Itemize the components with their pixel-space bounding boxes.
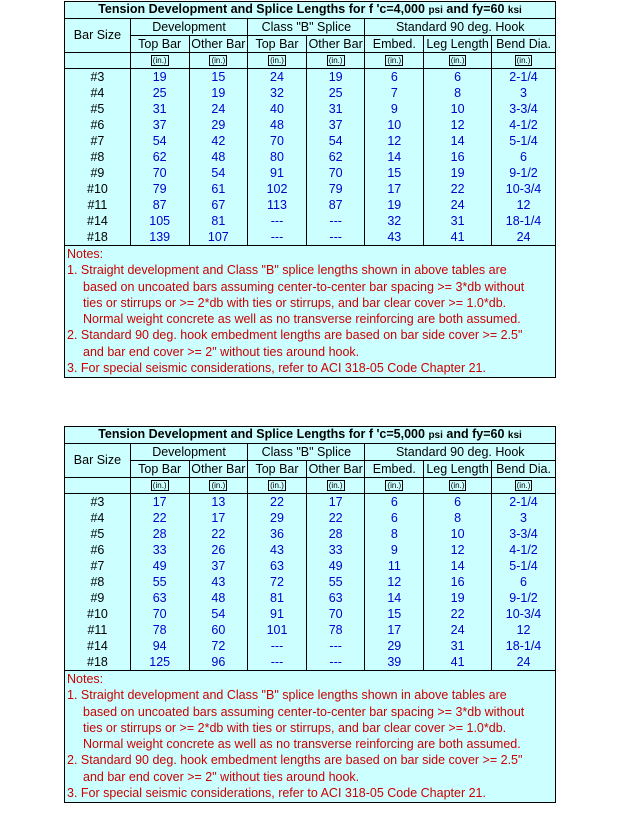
unit-cell: (in.): [248, 53, 307, 69]
value-cell: 9: [365, 101, 424, 117]
value-cell: 70: [130, 606, 189, 622]
bar-size-cell: #11: [65, 622, 131, 638]
value-cell: 5-1/4: [492, 133, 556, 149]
notes-block: [64, 671, 556, 803]
value-cell: 5-1/4: [492, 558, 556, 574]
value-cell: 25: [130, 85, 189, 101]
header-bar-size: Bar Size: [65, 444, 131, 478]
value-cell: 17: [130, 494, 189, 511]
bar-size-cell: #4: [65, 510, 131, 526]
value-cell: 4-1/2: [492, 117, 556, 133]
bar-size-cell: #18: [65, 654, 131, 671]
value-cell: 19: [189, 85, 248, 101]
table-block-4000: [64, 1, 556, 378]
note-1-cont: based on uncoated bars assuming center-to-center bar spacing >= 3*db without: [83, 279, 525, 294]
header-bar-size: Bar Size: [65, 19, 131, 53]
value-cell: 79: [306, 181, 365, 197]
value-cell: 31: [424, 213, 492, 229]
value-cell: 19: [424, 590, 492, 606]
value-cell: 55: [130, 574, 189, 590]
value-cell: 18-1/4: [492, 638, 556, 654]
value-cell: 54: [189, 606, 248, 622]
note-2: 2. Standard 90 deg. hook embedment lengths are based on bar side cover >= 2.5": [67, 753, 523, 768]
value-cell: 15: [365, 165, 424, 181]
value-cell: 48: [189, 149, 248, 165]
value-cell: 78: [306, 622, 365, 638]
value-cell: 39: [365, 654, 424, 671]
value-cell: 9: [365, 542, 424, 558]
value-cell: 19: [130, 69, 189, 86]
header-hook: Standard 90 deg. Hook: [365, 19, 556, 36]
note-1-cont: Normal weight concrete as well as no transverse reinforcing are both assumed.: [83, 312, 521, 327]
unit-cell: [65, 478, 131, 494]
value-cell: 49: [130, 558, 189, 574]
unit-cell: (in.): [130, 478, 189, 494]
value-cell: 72: [189, 638, 248, 654]
value-cell: 139: [130, 229, 189, 246]
unit-cell: [65, 53, 131, 69]
value-cell: 105: [130, 213, 189, 229]
unit-cell: (in.): [365, 478, 424, 494]
value-cell: 63: [248, 558, 307, 574]
value-cell: 70: [306, 606, 365, 622]
unit-cell: (in.): [189, 53, 248, 69]
bar-size-cell: #10: [65, 181, 131, 197]
note-2-cont: and bar end cover >= 2" without ties around hook.: [83, 344, 360, 359]
note-1: 1. Straight development and Class "B" splice lengths shown in above tables are: [67, 688, 507, 703]
table-row: [65, 494, 556, 511]
header-leg-length: Leg Length: [424, 36, 492, 53]
value-cell: 22: [248, 494, 307, 511]
unit-cell: (in.): [306, 478, 365, 494]
bar-size-cell: #11: [65, 197, 131, 213]
value-cell: 61: [189, 181, 248, 197]
table-row: [65, 542, 556, 558]
header-hook: Standard 90 deg. Hook: [365, 444, 556, 461]
value-cell: 49: [306, 558, 365, 574]
value-cell: 70: [306, 165, 365, 181]
value-cell: 3: [492, 85, 556, 101]
header-top-bar: Top Bar: [248, 36, 307, 53]
value-cell: 8: [424, 510, 492, 526]
bar-size-cell: #9: [65, 590, 131, 606]
value-cell: 6: [424, 494, 492, 511]
value-cell: 41: [424, 654, 492, 671]
bar-size-cell: #5: [65, 101, 131, 117]
table-row: [65, 510, 556, 526]
value-cell: 22: [189, 526, 248, 542]
value-cell: 15: [365, 606, 424, 622]
value-cell: 19: [424, 165, 492, 181]
table-row: [65, 101, 556, 117]
table-row: [65, 85, 556, 101]
value-cell: 40: [248, 101, 307, 117]
bar-size-cell: #6: [65, 117, 131, 133]
value-cell: 24: [424, 197, 492, 213]
notes-label: Notes:: [67, 672, 104, 686]
table-row: [65, 574, 556, 590]
value-cell: 33: [306, 542, 365, 558]
note-2-cont: and bar end cover >= 2" without ties around hook.: [83, 769, 360, 784]
value-cell: 125: [130, 654, 189, 671]
table-5000: [64, 426, 556, 671]
value-cell: 19: [306, 69, 365, 86]
table-row: [65, 149, 556, 165]
note-2: 2. Standard 90 deg. hook embedment lengths are based on bar side cover >= 2.5": [67, 328, 523, 343]
value-cell: 29: [365, 638, 424, 654]
value-cell: 18-1/4: [492, 213, 556, 229]
value-cell: 10: [424, 101, 492, 117]
value-cell: 24: [424, 622, 492, 638]
value-cell: 16: [424, 149, 492, 165]
notes-label: Notes:: [67, 247, 104, 261]
value-cell: 113: [248, 197, 307, 213]
note-1-cont: Normal weight concrete as well as no transverse reinforcing are both assumed.: [83, 737, 521, 752]
bar-size-cell: #10: [65, 606, 131, 622]
header-embed: Embed.: [365, 461, 424, 478]
value-cell: 43: [189, 574, 248, 590]
note-1-cont: based on uncoated bars assuming center-to-center bar spacing >= 3*db without: [83, 704, 525, 719]
value-cell: 31: [130, 101, 189, 117]
value-cell: ---: [248, 229, 307, 246]
bar-size-cell: #7: [65, 133, 131, 149]
value-cell: 22: [306, 510, 365, 526]
table-title: Tension Development and Splice Lengths for f 'c=4,000 psi and fy=60 ksi: [65, 2, 556, 19]
value-cell: 4-1/2: [492, 542, 556, 558]
header-other-bar: Other Bar: [189, 461, 248, 478]
value-cell: 91: [248, 606, 307, 622]
value-cell: ---: [248, 213, 307, 229]
value-cell: 6: [492, 149, 556, 165]
value-cell: 107: [189, 229, 248, 246]
table-4000: [64, 1, 556, 246]
bar-size-cell: #14: [65, 213, 131, 229]
value-cell: 24: [492, 654, 556, 671]
value-cell: ---: [306, 213, 365, 229]
value-cell: 12: [365, 133, 424, 149]
value-cell: 28: [130, 526, 189, 542]
table-row: [65, 133, 556, 149]
value-cell: 14: [365, 149, 424, 165]
value-cell: 22: [130, 510, 189, 526]
value-cell: 9-1/2: [492, 165, 556, 181]
value-cell: 12: [424, 542, 492, 558]
bar-size-cell: #7: [65, 558, 131, 574]
table-block-5000: [64, 426, 556, 803]
table-row: [65, 526, 556, 542]
table-row: [65, 606, 556, 622]
unit-cell: (in.): [189, 478, 248, 494]
value-cell: 28: [306, 526, 365, 542]
value-cell: 63: [130, 590, 189, 606]
value-cell: 54: [306, 133, 365, 149]
header-bend-dia: Bend Dia.: [492, 461, 556, 478]
value-cell: 54: [130, 133, 189, 149]
table-row: [65, 197, 556, 213]
table-row: [65, 638, 556, 654]
value-cell: 11: [365, 558, 424, 574]
unit-cell: (in.): [365, 53, 424, 69]
header-development: Development: [130, 19, 247, 36]
header-splice: Class "B" Splice: [248, 19, 365, 36]
value-cell: 32: [248, 85, 307, 101]
value-cell: 24: [492, 229, 556, 246]
value-cell: 43: [365, 229, 424, 246]
value-cell: 33: [130, 542, 189, 558]
value-cell: 22: [424, 606, 492, 622]
unit-cell: (in.): [492, 478, 556, 494]
value-cell: 78: [130, 622, 189, 638]
value-cell: 10: [424, 526, 492, 542]
value-cell: ---: [306, 638, 365, 654]
value-cell: 3-3/4: [492, 101, 556, 117]
value-cell: 26: [189, 542, 248, 558]
header-leg-length: Leg Length: [424, 461, 492, 478]
value-cell: 102: [248, 181, 307, 197]
note-1: 1. Straight development and Class "B" splice lengths shown in above tables are: [67, 263, 507, 278]
value-cell: 32: [365, 213, 424, 229]
value-cell: 10: [365, 117, 424, 133]
table-row: [65, 181, 556, 197]
notes-block: [64, 246, 556, 378]
value-cell: 48: [189, 590, 248, 606]
value-cell: 7: [365, 85, 424, 101]
header-other-bar: Other Bar: [306, 36, 365, 53]
value-cell: 80: [248, 149, 307, 165]
table-row: [65, 213, 556, 229]
value-cell: 70: [130, 165, 189, 181]
unit-cell: (in.): [130, 53, 189, 69]
value-cell: 87: [306, 197, 365, 213]
table-row: [65, 590, 556, 606]
unit-cell: (in.): [306, 53, 365, 69]
header-top-bar: Top Bar: [248, 461, 307, 478]
value-cell: 2-1/4: [492, 69, 556, 86]
value-cell: 6: [365, 69, 424, 86]
value-cell: 54: [189, 165, 248, 181]
value-cell: 19: [365, 197, 424, 213]
value-cell: 29: [189, 117, 248, 133]
value-cell: 96: [189, 654, 248, 671]
value-cell: 6: [365, 494, 424, 511]
value-cell: 37: [189, 558, 248, 574]
table-row: [65, 622, 556, 638]
value-cell: 8: [424, 85, 492, 101]
value-cell: 62: [130, 149, 189, 165]
bar-size-cell: #8: [65, 149, 131, 165]
note-3: 3. For special seismic considerations, refer to ACI 318-05 Code Chapter 21.: [67, 786, 486, 801]
note-3: 3. For special seismic considerations, refer to ACI 318-05 Code Chapter 21.: [67, 361, 486, 376]
value-cell: 48: [248, 117, 307, 133]
value-cell: 8: [365, 526, 424, 542]
table-row: [65, 69, 556, 86]
bar-size-cell: #18: [65, 229, 131, 246]
value-cell: 63: [306, 590, 365, 606]
value-cell: 24: [189, 101, 248, 117]
unit-cell: (in.): [424, 478, 492, 494]
value-cell: 37: [130, 117, 189, 133]
header-other-bar: Other Bar: [189, 36, 248, 53]
value-cell: ---: [248, 654, 307, 671]
value-cell: 14: [365, 590, 424, 606]
value-cell: 87: [130, 197, 189, 213]
unit-cell: (in.): [248, 478, 307, 494]
value-cell: 13: [189, 494, 248, 511]
value-cell: 36: [248, 526, 307, 542]
table-title: Tension Development and Splice Lengths for f 'c=5,000 psi and fy=60 ksi: [65, 427, 556, 444]
value-cell: 37: [306, 117, 365, 133]
note-1-cont: ties or stirrups or >= 2*db with ties or stirrups, and bar clear cover >= 1.0*db.: [83, 295, 507, 310]
value-cell: 12: [365, 574, 424, 590]
value-cell: 3-3/4: [492, 526, 556, 542]
unit-cell: (in.): [492, 53, 556, 69]
value-cell: 67: [189, 197, 248, 213]
bar-size-cell: #14: [65, 638, 131, 654]
header-embed: Embed.: [365, 36, 424, 53]
table-row: [65, 558, 556, 574]
bar-size-cell: #5: [65, 526, 131, 542]
value-cell: 10-3/4: [492, 606, 556, 622]
header-other-bar: Other Bar: [306, 461, 365, 478]
bar-size-cell: #9: [65, 165, 131, 181]
value-cell: 24: [248, 69, 307, 86]
value-cell: 17: [189, 510, 248, 526]
value-cell: 31: [306, 101, 365, 117]
header-splice: Class "B" Splice: [248, 444, 365, 461]
value-cell: 55: [306, 574, 365, 590]
header-development: Development: [130, 444, 247, 461]
value-cell: ---: [248, 638, 307, 654]
value-cell: 14: [424, 558, 492, 574]
value-cell: 6: [492, 574, 556, 590]
value-cell: 94: [130, 638, 189, 654]
value-cell: 79: [130, 181, 189, 197]
value-cell: 81: [248, 590, 307, 606]
unit-cell: (in.): [424, 53, 492, 69]
value-cell: 81: [189, 213, 248, 229]
value-cell: 17: [306, 494, 365, 511]
bar-size-cell: #3: [65, 69, 131, 86]
value-cell: 60: [189, 622, 248, 638]
bar-size-cell: #6: [65, 542, 131, 558]
value-cell: 31: [424, 638, 492, 654]
value-cell: 17: [365, 181, 424, 197]
bar-size-cell: #8: [65, 574, 131, 590]
table-row: [65, 165, 556, 181]
value-cell: 6: [424, 69, 492, 86]
value-cell: 12: [492, 622, 556, 638]
value-cell: 12: [424, 117, 492, 133]
header-bend-dia: Bend Dia.: [492, 36, 556, 53]
value-cell: 101: [248, 622, 307, 638]
value-cell: 6: [365, 510, 424, 526]
header-top-bar: Top Bar: [130, 461, 189, 478]
table-row: [65, 229, 556, 246]
value-cell: 17: [365, 622, 424, 638]
value-cell: ---: [306, 229, 365, 246]
value-cell: 12: [492, 197, 556, 213]
header-top-bar: Top Bar: [130, 36, 189, 53]
value-cell: 15: [189, 69, 248, 86]
note-1-cont: ties or stirrups or >= 2*db with ties or stirrups, and bar clear cover >= 1.0*db.: [83, 720, 507, 735]
value-cell: ---: [306, 654, 365, 671]
bar-size-cell: #3: [65, 494, 131, 511]
value-cell: 41: [424, 229, 492, 246]
value-cell: 25: [306, 85, 365, 101]
value-cell: 22: [424, 181, 492, 197]
value-cell: 62: [306, 149, 365, 165]
value-cell: 29: [248, 510, 307, 526]
value-cell: 70: [248, 133, 307, 149]
value-cell: 10-3/4: [492, 181, 556, 197]
value-cell: 16: [424, 574, 492, 590]
value-cell: 3: [492, 510, 556, 526]
value-cell: 14: [424, 133, 492, 149]
bar-size-cell: #4: [65, 85, 131, 101]
table-row: [65, 117, 556, 133]
value-cell: 72: [248, 574, 307, 590]
value-cell: 2-1/4: [492, 494, 556, 511]
value-cell: 42: [189, 133, 248, 149]
table-row: [65, 654, 556, 671]
value-cell: 91: [248, 165, 307, 181]
value-cell: 43: [248, 542, 307, 558]
value-cell: 9-1/2: [492, 590, 556, 606]
